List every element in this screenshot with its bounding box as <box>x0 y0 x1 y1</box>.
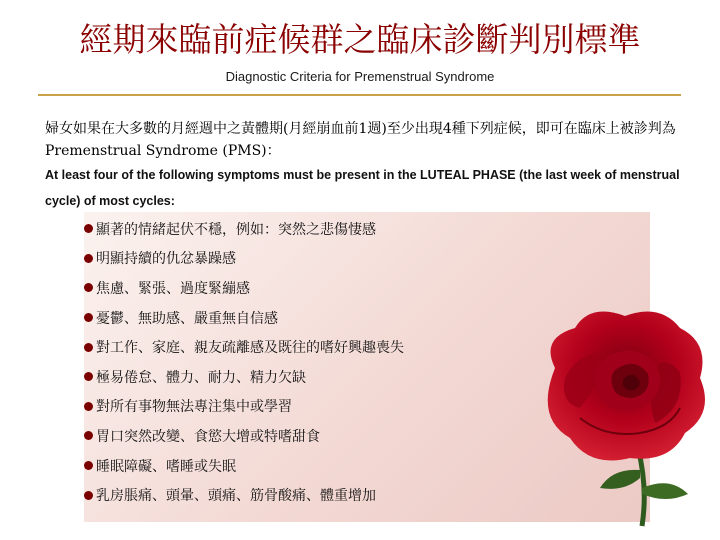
bullet-icon <box>84 431 93 440</box>
symptom-text: 對工作、家庭、親友疏離感及既往的嗜好興趣喪失 <box>96 340 404 357</box>
list-item <box>84 392 404 422</box>
list-item <box>84 362 404 392</box>
list-item <box>84 451 404 481</box>
bullet-icon <box>84 372 93 381</box>
symptom-text: 極易倦怠、體力、耐力、精力欠缺 <box>96 369 306 386</box>
bullet-icon <box>84 283 93 292</box>
symptom-text: 顯著的情緒起伏不穩，例如：突然之悲傷悽感 <box>96 221 376 238</box>
symptom-text: 對所有事物無法專注集中或學習 <box>96 399 292 416</box>
bullet-icon <box>84 313 93 322</box>
symptom-text: 胃口突然改變、食慾大增或特嗜甜食 <box>96 428 320 445</box>
bullet-icon <box>84 343 93 352</box>
rose-image <box>520 298 720 528</box>
intro-text-en: At least four of the following symptoms must be present in the LUTEAL PHASE (the last week of menstrual cycle) of most cycles: <box>45 168 680 208</box>
intro-text-zh: 婦女如果在大多數的月經週中之黃體期(月經崩血前1週)至少出現4種下列症候，即可在臨床上被診判為Premenstrual Syndrome (PMS)： <box>45 121 676 159</box>
title-divider <box>38 94 681 96</box>
symptom-text: 焦慮、緊張、過度緊繃感 <box>96 280 250 297</box>
list-item <box>84 480 404 510</box>
list-item <box>84 214 404 244</box>
bullet-icon <box>84 402 93 411</box>
bullet-icon <box>84 254 93 263</box>
bullet-icon <box>84 491 93 500</box>
list-item <box>84 273 404 303</box>
bullet-icon <box>84 461 93 470</box>
list-item <box>84 303 404 333</box>
page-title: 經期來臨前症候群之臨床診斷判別標準 <box>79 20 641 59</box>
symptom-text: 乳房脹痛、頭暈、頭痛、筋骨酸痛、體重增加 <box>96 488 376 505</box>
page-subtitle: Diagnostic Criteria for Premenstrual Syndrome <box>225 69 495 84</box>
list-item <box>84 332 404 362</box>
list-item <box>84 421 404 451</box>
symptom-text: 憂鬱、無助感、嚴重無自信感 <box>96 310 278 327</box>
symptom-text: 明顯持續的仇忿暴躁感 <box>96 251 236 268</box>
symptom-text: 睡眠障礙、嗜睡或失眠 <box>96 458 236 475</box>
symptom-list <box>84 214 404 510</box>
list-item <box>84 244 404 274</box>
bullet-icon <box>84 224 93 233</box>
